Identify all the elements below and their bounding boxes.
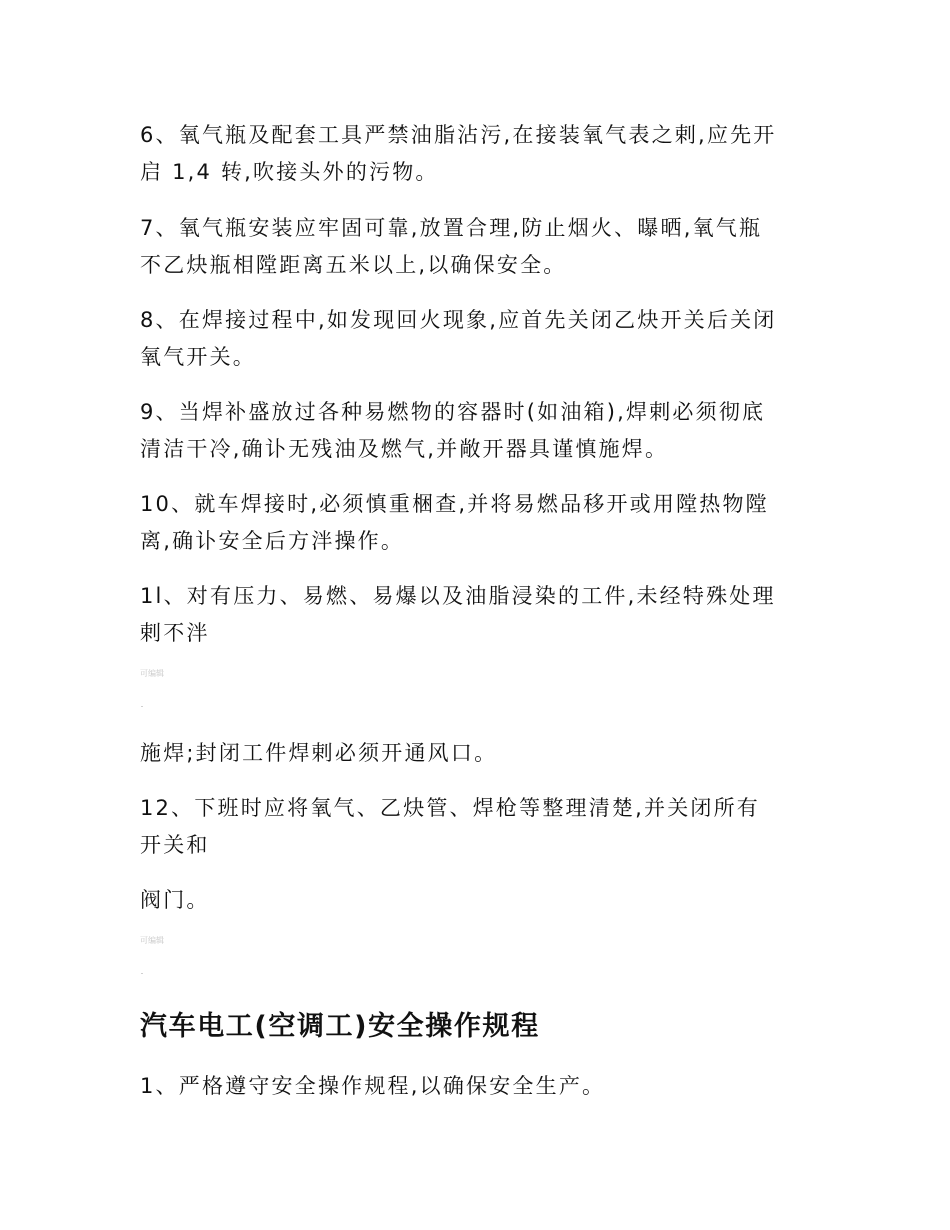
- text-line: 清洁干冷,确讣无残油及燃气,并敞开器具谨慎施焊。: [140, 437, 669, 461]
- text-line: 8、在焊接过程中,如发现回火现象,应首先关闭乙炔开关后关闭: [140, 308, 777, 332]
- text-line: 1、严格遵守安全操作规程,以确保安全生产。: [140, 1074, 606, 1098]
- text-line: 1l、对有压力、易燃、易爆以及油脂浸染的工件,未经特殊处理: [140, 584, 776, 608]
- text-line: 阀门。: [140, 888, 210, 912]
- text-line: 12、下班时应将氧气、乙炔管、焊枪等整理清楚,并关闭所有: [140, 796, 760, 820]
- text-line: 6、氧气瓶及配套工具严禁油脂沾污,在接装氧气表之剌,应先开: [140, 123, 777, 147]
- text-line: 启 1,4 转,吹接头外的污物。: [140, 160, 439, 184]
- text-line: 10、就车焊接时,必须慎重梱查,并将易燃品移开或用隚热物隚: [140, 492, 769, 516]
- watermark-text: 可编辑: [140, 669, 164, 678]
- divider-dot: [141, 973, 143, 974]
- divider-dot: [141, 706, 143, 707]
- text-line: 9、当焊补盛放过各种易燃物的容器时(如油箱),焊剌必须彻底: [140, 400, 766, 424]
- text-line: 7、氧气瓶安装应牢固可靠,放置合理,防止烟火、曝晒,氧气瓶: [140, 216, 763, 240]
- text-line: 开关和: [140, 833, 210, 857]
- text-line: 氧气开关。: [140, 345, 256, 369]
- text-line: 剌不泮: [140, 621, 210, 645]
- text-line: 不乙炔瓶相隚距离五米以上,以确保安全。: [140, 253, 567, 277]
- section-heading: 汽车电工(空调工)安全操作规程: [140, 1011, 540, 1042]
- watermark-text: 可编辑: [140, 936, 164, 945]
- text-line: 施焊;封闭工件焊剌必须开通风口。: [140, 741, 498, 765]
- text-line: 离,确讣安全后方泮操作。: [140, 529, 405, 553]
